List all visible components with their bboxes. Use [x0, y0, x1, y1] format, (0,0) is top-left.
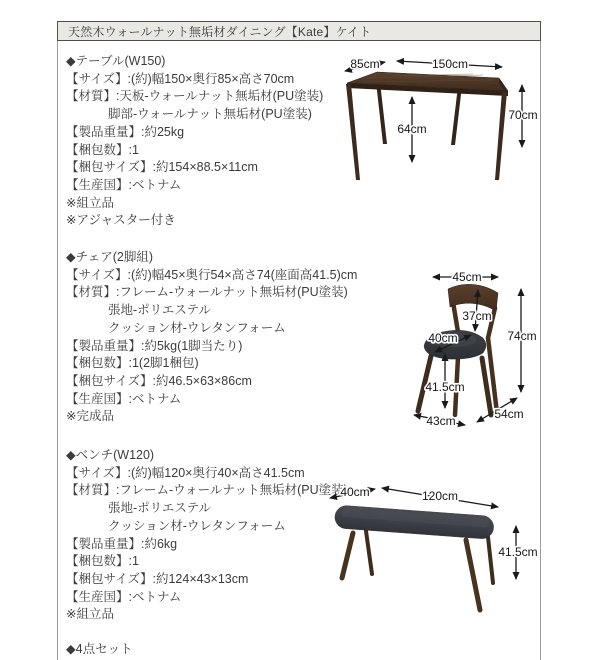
table-illustration	[346, 72, 508, 180]
table-package-count-line: 【梱包数】:1	[66, 142, 139, 157]
chair-front-width-label: 43cm	[426, 414, 456, 428]
bench-diagram	[325, 480, 540, 615]
bench-depth-label: 40cm	[340, 485, 370, 499]
chair-section-title: ◆チェア(2脚組)	[66, 250, 154, 264]
table-dimension-arrows	[345, 57, 538, 162]
table-weight-line: 【製品重量】:約25kg	[66, 124, 185, 139]
chair-material-line: 【材質】:フレーム-ウォールナット無垢材(PU塗装)	[66, 285, 348, 300]
table-material-line: 【材質】:天板-ウォールナット無垢材(PU塗装)	[66, 89, 324, 104]
table-height-label: 70cm	[508, 108, 538, 122]
chair-origin-line: 【生産国】:ベトナム	[66, 391, 182, 406]
chair-width-label: 45cm	[452, 270, 482, 284]
table-note-assembly: ※組立品	[66, 195, 114, 210]
bench-weight-line: 【製品重量】:約6kg	[66, 536, 178, 551]
table-section-title: ◆テーブル(W150)	[66, 54, 166, 68]
bench-width-label: 120cm	[421, 489, 459, 503]
chair-backrest-label: 37cm	[462, 309, 492, 323]
chair-illustration	[418, 284, 498, 415]
chair-package-size-line: 【梱包サイズ】:約46.5×63×86cm	[66, 373, 252, 388]
spec-header	[57, 21, 541, 41]
chair-diagram	[405, 268, 540, 434]
table-width-label: 150cm	[431, 57, 469, 71]
chair-height-label: 74cm	[507, 329, 537, 343]
chair-seat-height-label: 41.5cm	[425, 380, 465, 394]
chair-weight-line: 【製品重量】:約5kg(1脚当たり)	[66, 338, 243, 353]
table-note-adjuster: ※アジャスター付き	[66, 213, 176, 228]
table-size-line: 【サイズ】:(約)幅150×奥行85×高さ70cm	[66, 71, 295, 86]
bench-cushion-line: クッション材-ウレタンフォーム	[108, 518, 286, 533]
chair-cushion-line: クッション材-ウレタンフォーム	[108, 320, 286, 335]
chair-note-finished: ※完成品	[66, 409, 114, 424]
chair-depth-label: 54cm	[494, 407, 524, 421]
chair-size-line: 【サイズ】:(約)幅45×奥行54×高さ74(座面高41.5)cm	[66, 267, 358, 282]
set-section-title: ◆4点セット	[66, 642, 133, 656]
bench-origin-line: 【生産国】:ベトナム	[66, 589, 182, 604]
chair-seat-depth-label: 40cm	[428, 331, 458, 345]
chair-spec-section	[66, 249, 416, 426]
bench-package-size-line: 【梱包サイズ】:約124×43×13cm	[66, 571, 249, 586]
bench-note-assembly: ※組立品	[66, 607, 114, 622]
bench-fabric-line: 張地-ポリエステル	[108, 501, 212, 516]
product-title: 天然木ウォールナット無垢材ダイニング【Kate】ケイト	[68, 24, 372, 39]
chair-fabric-line: 張地-ポリエステル	[108, 303, 212, 318]
chair-package-count-line: 【梱包数】:1(2脚1梱包)	[66, 356, 199, 371]
bench-section-title: ◆ベンチ(W120)	[66, 448, 155, 462]
table-material-line2: 脚部-ウォールナット無垢材(PU塗装)	[108, 107, 312, 122]
table-package-size-line: 【梱包サイズ】:約154×88.5×11cm	[66, 160, 258, 175]
table-depth-label: 85cm	[350, 57, 380, 71]
bench-package-count-line: 【梱包数】:1	[66, 554, 139, 569]
bench-material-line: 【材質】:フレーム-ウォールナット無垢材(PU塗装)	[66, 483, 348, 498]
table-clearance-label: 64cm	[397, 122, 427, 136]
bench-size-line: 【サイズ】:(約)幅120×奥行40×高さ41.5cm	[66, 465, 305, 480]
table-diagram	[333, 52, 545, 187]
bench-illustration	[334, 505, 494, 610]
bench-height-label: 41.5cm	[498, 545, 538, 559]
table-origin-line: 【生産国】:ベトナム	[66, 177, 182, 192]
